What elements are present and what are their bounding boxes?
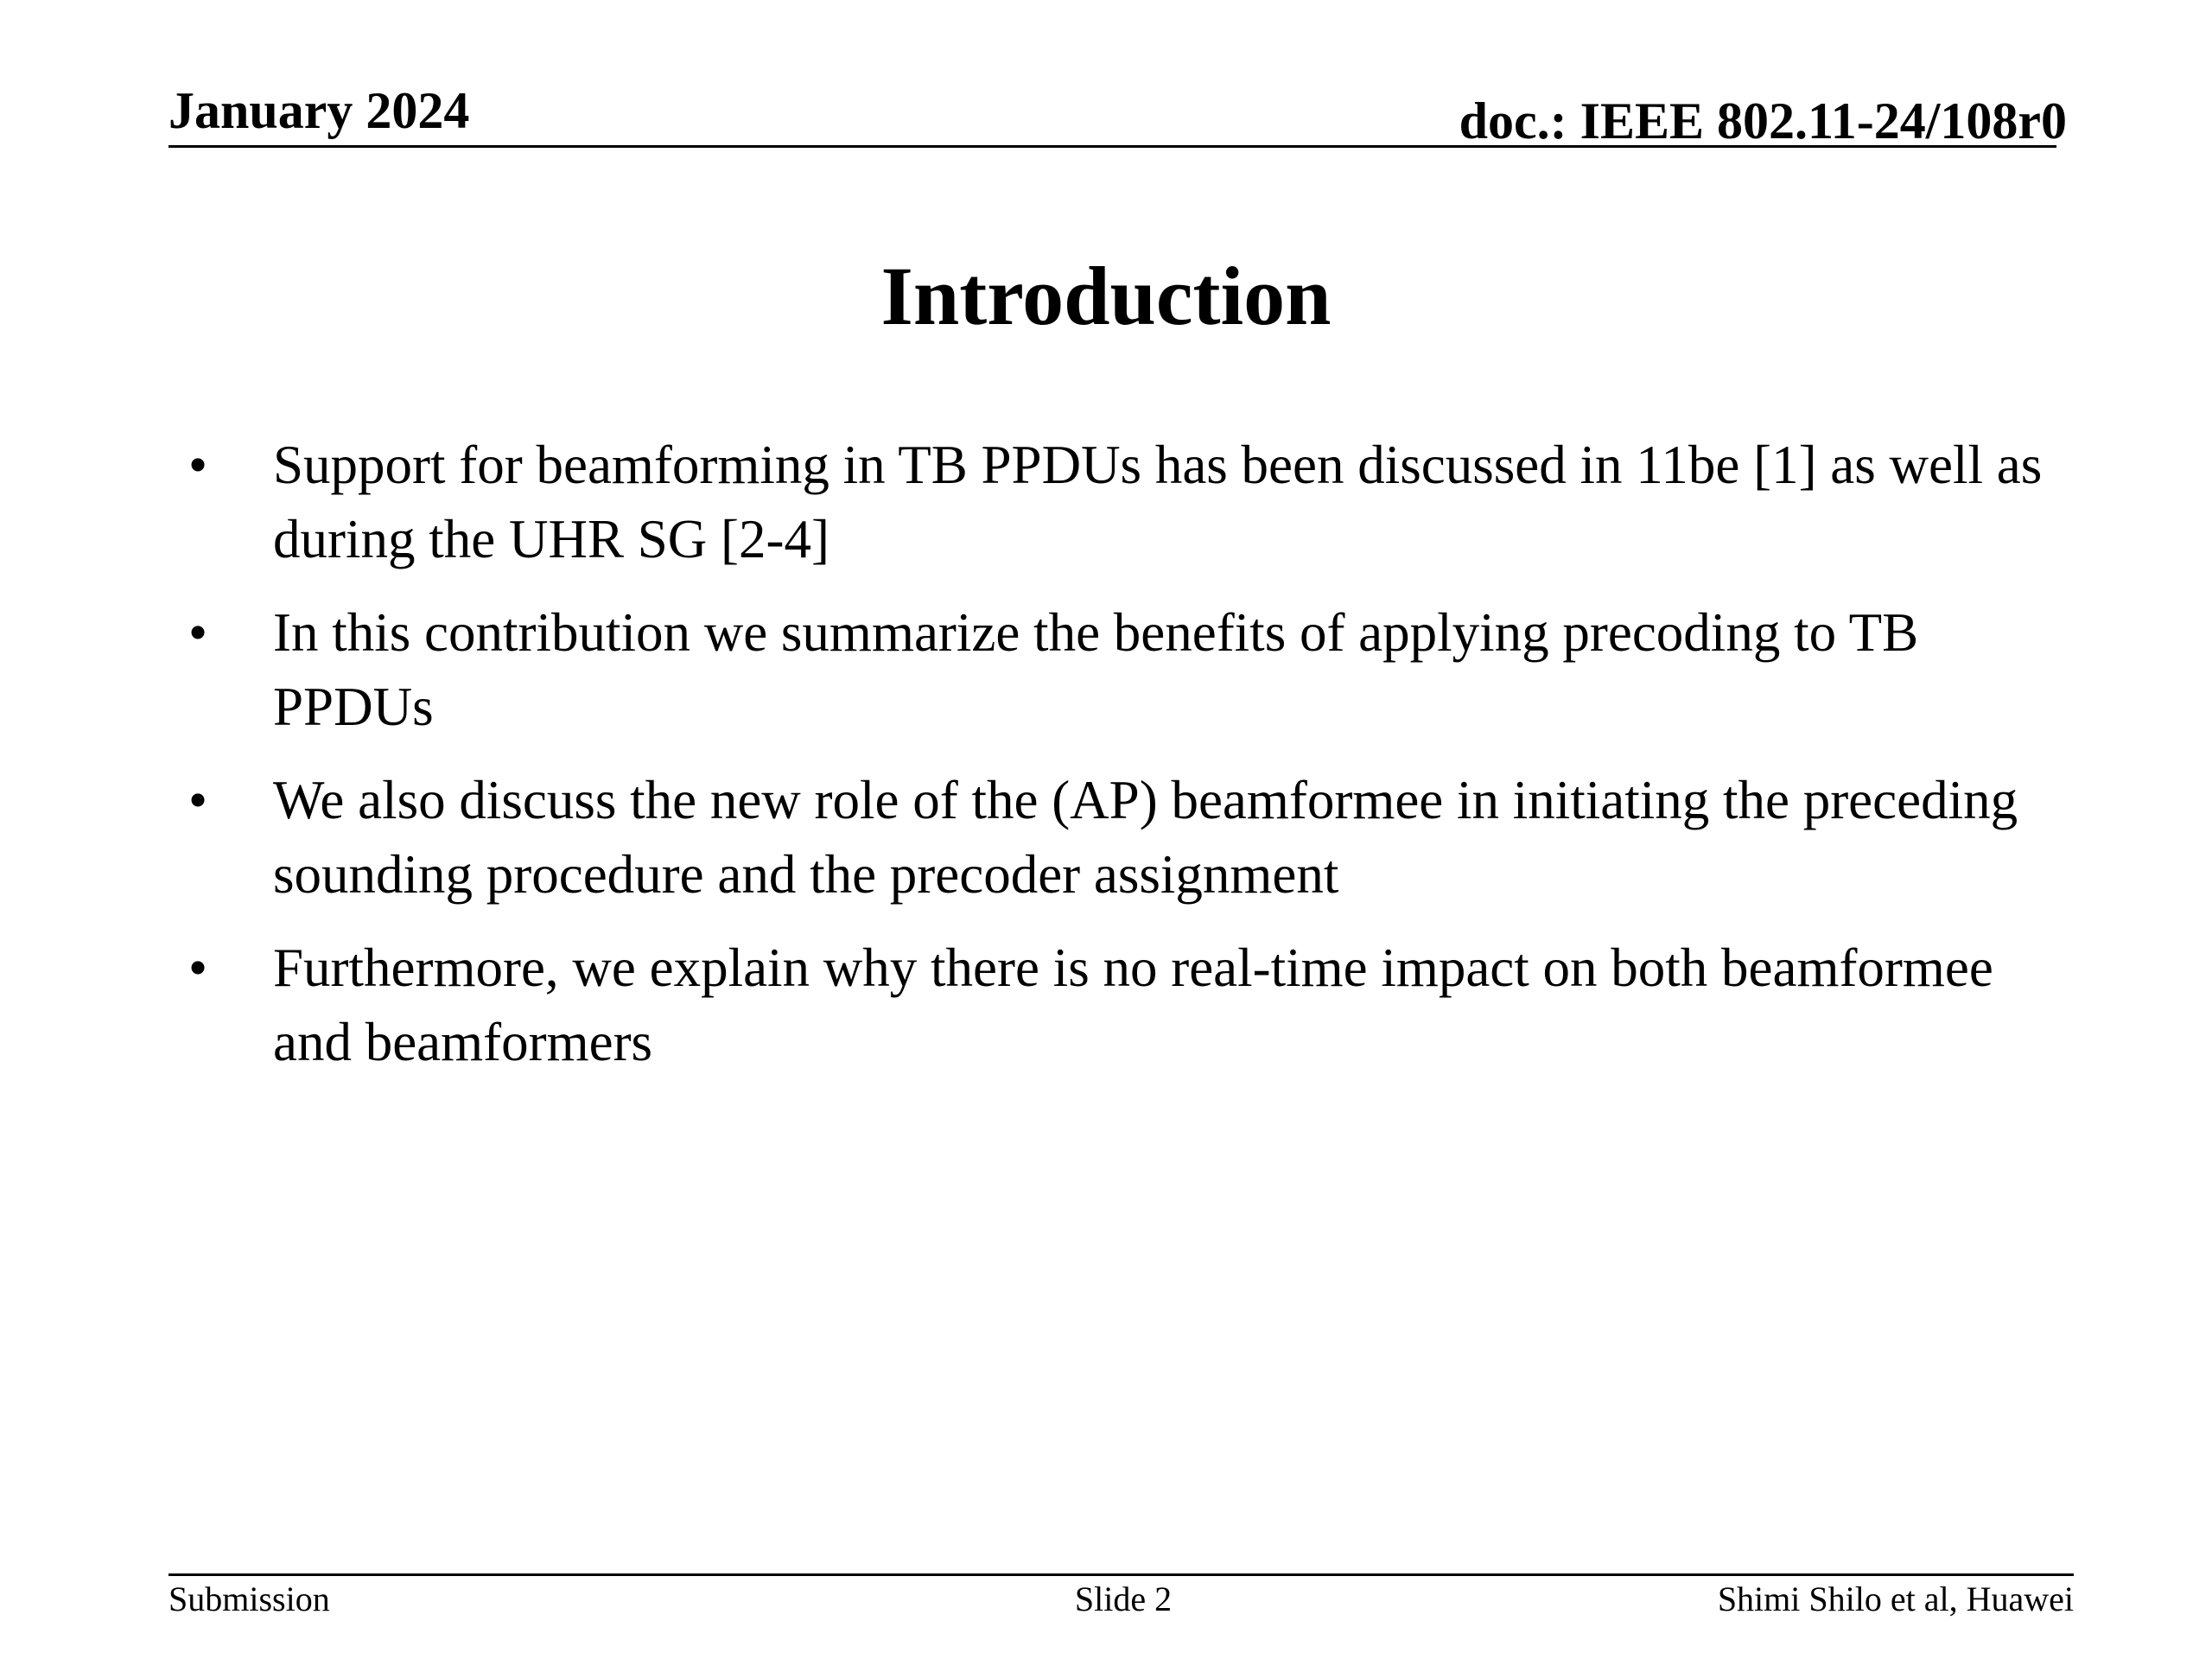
bullet-marker: • (188, 770, 208, 830)
footer-author: Shimi Shilo et al, Huawei (1717, 1580, 2074, 1618)
bullet-text: In this contribution we summarize the benefits of applying precoding to TB PPDUs (273, 602, 1919, 737)
footer-submission: Submission (168, 1580, 330, 1618)
bullet-item (181, 763, 2082, 912)
bullet-marker: • (188, 602, 208, 663)
bullet-item (181, 595, 2082, 744)
header-divider (168, 145, 2056, 148)
bullet-item (181, 428, 2082, 576)
slide-title: Introduction (880, 250, 1332, 342)
bullet-marker: • (188, 938, 208, 998)
footer-slide-number: Slide 2 (1074, 1580, 1173, 1618)
footer-divider (168, 1573, 2074, 1576)
header-document-id: doc.: IEEE 802.11-24/108r0 (1459, 92, 2067, 149)
bullet-marker: • (188, 435, 208, 495)
bullet-list (181, 428, 2082, 1098)
bullet-text: Support for beamforming in TB PPDUs has been discussed in 11be [1] as well as during the UHR SG [2-4] (273, 435, 2043, 569)
bullet-text: Furthermore, we explain why there is no real-time impact on both beamformee and beamformers (273, 938, 1993, 1072)
bullet-item (181, 931, 2082, 1079)
bullet-text: We also discuss the new role of the (AP) beamformee in initiating the preceding sounding procedure and the precoder assignment (273, 770, 2018, 905)
header-date: January 2024 (168, 82, 470, 139)
